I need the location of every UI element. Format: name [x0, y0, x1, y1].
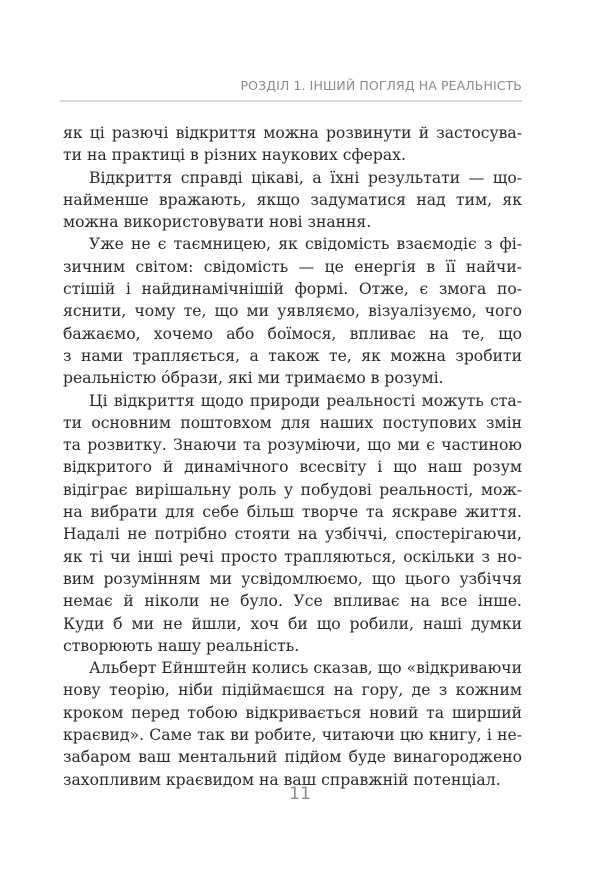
text-line: як ті чи інші речі просто трапляються, оскільки з но-	[63, 547, 522, 566]
header-divider	[60, 100, 522, 102]
text-line: яснити, чому те, що ми уявляємо, візуалізуємо, чого	[63, 302, 522, 321]
text-line: Куди б ми не йшли, хоч би що робили, наші думки	[63, 614, 522, 633]
text-line: Відкриття справді цікаві, а їхні результати — що-	[89, 168, 522, 187]
page-number: 11	[289, 784, 311, 804]
text-line: зичним світом: свідомість — це енергія в її найчи-	[63, 257, 522, 276]
text-line: ти на практиці в різних наукових сферах.	[63, 146, 406, 165]
page-body	[63, 122, 522, 791]
text-line: відкритого й динамічного всесвіту і що наш розум	[63, 458, 522, 477]
text-line: створюють нашу реальність.	[63, 636, 300, 655]
text-line: вим розумінням ми усвідомлюємо, що цього узбіччя	[63, 569, 522, 588]
text-line: стішій і найдинамічнішій формі. Отже, є змога по-	[63, 280, 522, 299]
text-line: найменше вражають, якщо задуматися над тим, як	[63, 190, 522, 209]
paragraph	[63, 167, 522, 234]
text-line: захопливим краєвидом на ваш справжній потенціал.	[63, 770, 501, 789]
text-line: можна використовувати нові знання.	[63, 213, 372, 232]
text-line: як ці разючі відкриття можна розвинути й застосува-	[63, 124, 522, 142]
paragraph	[63, 122, 522, 167]
text-line: забаром ваш ментальний підйом буде винагороджено	[63, 748, 522, 767]
text-line: ти основним поштовхом для наших поступових змін	[63, 413, 522, 432]
text-line: краєвид». Саме так ви робите, читаючи цю книгу, і не-	[63, 726, 522, 745]
text-line: з нами трапляється, а також те, як можна зробити	[63, 346, 522, 365]
text-line: бажаємо, хочемо або боїмося, впливає на те, що	[63, 324, 522, 343]
text-line: немає й ніколи не було. Усе впливає на все інше.	[63, 592, 522, 611]
text-line: кроком перед тобою відкривається новий та ширший	[63, 703, 522, 722]
paragraph	[63, 390, 522, 658]
text-line: нову теорію, ніби підіймаєшся на гору, де з кожним	[63, 681, 522, 700]
text-line: реальністю óбрази, які ми тримаємо в розумі.	[63, 369, 444, 388]
text-line: відіграє вирішальну роль у побудові реальності, мож-	[63, 480, 522, 499]
text-line: Альберт Ейнштейн колись сказав, що «відкриваючи	[89, 659, 522, 678]
running-header: РОЗДІЛ 1. ІНШИЙ ПОГЛЯД НА РЕАЛЬНІСТЬ	[240, 78, 522, 93]
paragraph	[63, 657, 522, 791]
text-line: та розвитку. Знаючи та розуміючи, що ми є частиною	[63, 436, 522, 455]
paragraph	[63, 233, 522, 389]
text-line: Уже не є таємницею, як свідомість взаємодіє з фі-	[89, 235, 522, 254]
text-line: на вибрати для себе більш творче та яскраве життя.	[63, 503, 522, 522]
text-line: Ці відкриття щодо природи реальності можуть ста-	[89, 391, 522, 410]
text-line: Надалі не потрібно стояти на узбіччі, спостерігаючи,	[63, 525, 522, 544]
